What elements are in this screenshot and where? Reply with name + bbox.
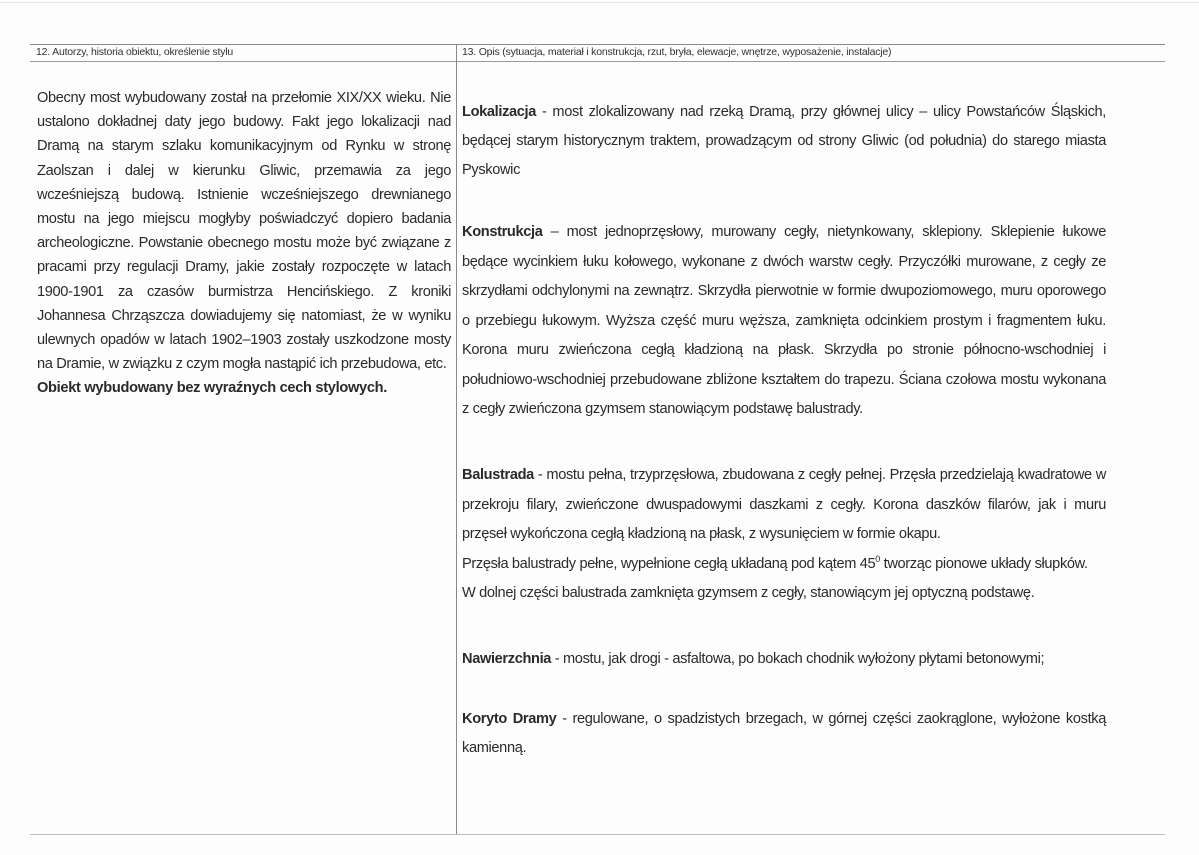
balustrada-line3: W dolnej części balustrada zamknięta gzymsem z cegły, stanowiącym jej optyczną podstawę. (462, 585, 1035, 601)
balustrada-text: - mostu pełna, trzyprzęsłowa, zbudowana z cegły pełnej. Przęsła przedzielają kwadratowe w przekroju filary, zwieńczone dwuspadowymi daszkami z cegły. Korona daszków filarów, jak i muru przęseł wykończona cegłą kładzioną na płask, z wysunięciem w formie okapu. (462, 467, 1106, 542)
balustrada-line2-text: Przęsła balustrady pełne, wypełnione cegłą układaną pod kątem 45 (462, 555, 876, 572)
nawierzchnia-text: - mostu, jak drogi - asfaltowa, po bokach chodnik wyłożony płytami betonowymi; (551, 651, 1045, 667)
koryto-text: - regulowane, o spadzistych brzegach, w górnej części zaokrąglone, wyłożone kostką kamienną. (462, 711, 1106, 756)
balustrada-section (462, 461, 1106, 609)
lokalizacja-label: Lokalizacja (462, 104, 537, 120)
koryto-label: Koryto Dramy (462, 711, 557, 727)
balustrada-line2 (462, 550, 1106, 580)
konstrukcja-section (462, 218, 1106, 425)
scan-edge-line (0, 2, 1199, 3)
balustrada-line2-end: tworząc pionowe układy słupków. (879, 555, 1088, 572)
nawierzchnia-label: Nawierzchnia (462, 651, 552, 667)
column-divider (456, 44, 457, 834)
degree-superscript: 0 (875, 553, 880, 564)
table-bottom-border (30, 834, 1165, 835)
history-paragraph: Obecny most wybudowany został na przełomie XIX/XX wieku. Nie ustalono dokładnej daty jego budowy. Fakt jego lokalizacji nad Dramą na starym szlaku komunikacyjnym od Rynku w stronę Zaolszan i dalej w kierunku Gliwic, przemawia za jego wcześniejszą budową. Istnienie wcześniejszego drewnianego mostu na jego miejscu mogłyby poświadczyć dopiero badania archeologiczne. Powstanie obecnego mostu może być związane z pracami przy regulacji Dramy, jakie zostały rozpoczęte w latach 1900-1901 za czasów burmistrza Hencińskiego. Z kroniki Johannesa Chrząszcza dowiadujemy się natomiast, że w wyniku ulewnych opadów w latach 1902–1903 zostały uszkodzone mosty na Dramie, w związku z czym mogła nastąpić ich przebudowa, etc. (37, 90, 451, 373)
konstrukcja-text: – most jednoprzęsłowy, murowany cegły, nietynkowany, sklepiony. Sklepienie łukowe będące wycinkiem łuku kołowego, wykonane z dwóch warstw cegły. Przyczółki murowane, z cegły ze skrzydłami odchylonymi na zewnątrz. Skrzydła pierwotnie w formie dwupoziomowego, muru oporowego o przebiegu łukowym. Wyższa część muru węższa, zamknięta odcinkiem prostym i fragmentem łuku. Korona muru zwieńczona cegłą kładzioną na płask. Skrzydła po stronie północno-wschodniej i południowo-wschodniej przebudowane zbliżone kształtem do trapezu. Ściana czołowa mostu wykonana z cegły zwieńczona gzymsem stanowiącym podstawę balustrady. (462, 224, 1106, 417)
left-column-header: 12. Autorzy, historia obiektu, określenie stylu (36, 46, 234, 58)
style-note: Obiekt wybudowany bez wyraźnych cech stylowych. (37, 380, 388, 397)
lokalizacja-text: - most zlokalizowany nad rzeką Dramą, przy głównej ulicy – ulicy Powstańców Śląskich, będącej starym historycznym traktem, prowadzącym od strony Gliwic (od południa) do starego miasta Pyskowic (462, 104, 1106, 178)
history-section (37, 86, 451, 401)
table-top-border (30, 44, 1165, 45)
nawierzchnia-section (462, 647, 1106, 671)
koryto-section (462, 705, 1106, 763)
konstrukcja-label: Konstrukcja (462, 224, 543, 240)
balustrada-label: Balustrada (462, 467, 534, 483)
right-column-header: 13. Opis (sytuacja, materiał i konstrukcja, rzut, bryła, elewacje, wnętrze, wyposażenie, instalacje) (462, 46, 892, 58)
header-row-border (30, 61, 1165, 62)
lokalizacja-section (462, 98, 1106, 185)
